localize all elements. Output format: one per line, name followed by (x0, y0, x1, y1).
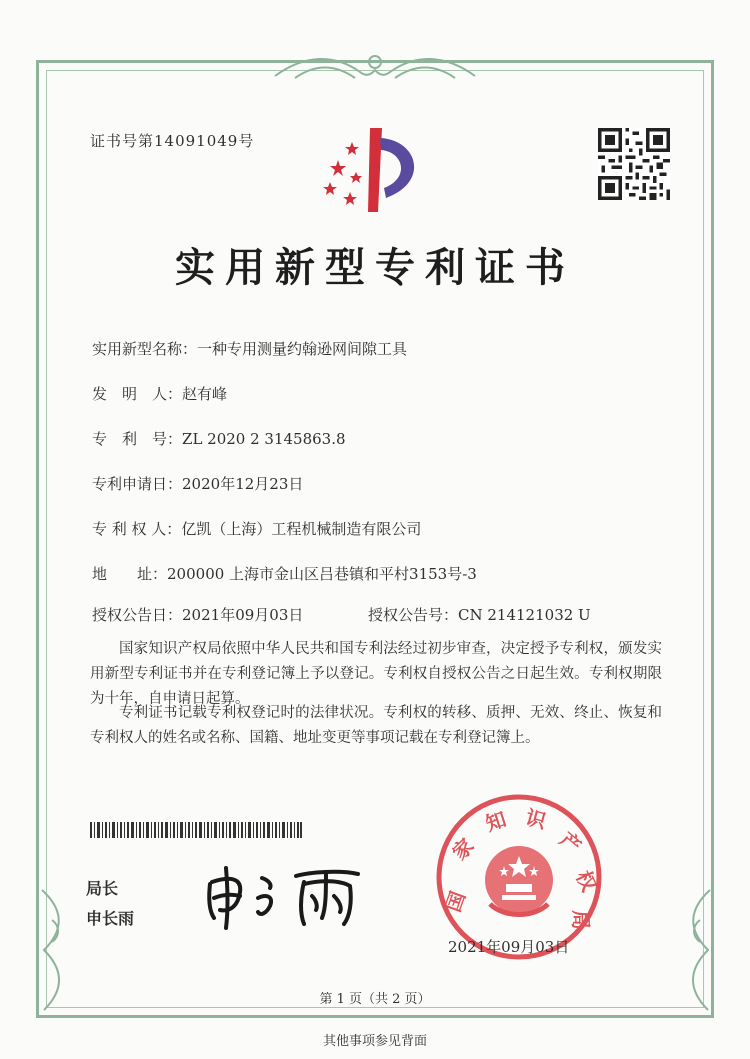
inventor-label: 发 明 人： (92, 385, 183, 403)
svg-text:权: 权 (571, 866, 602, 896)
address-row (92, 563, 477, 584)
patent-number-value: ZL 2020 2 3145863.8 (182, 430, 346, 448)
utility-model-name-row (92, 338, 407, 359)
svg-text:产: 产 (555, 827, 586, 859)
patentee-value: 亿凯（上海）工程机械制造有限公司 (181, 520, 422, 538)
certificate-title: 实用新型专利证书 (175, 244, 575, 291)
qr-code-icon (598, 128, 670, 200)
seal-date: 2021年09月03日 (448, 938, 570, 956)
signatory-name: 申长雨 (86, 909, 135, 928)
certificate-number: 证书号第14091049号 (90, 132, 255, 150)
filing-date-value: 2020年12月23日 (182, 475, 304, 493)
address-label: 地 址： (92, 565, 168, 583)
patentee-label: 专 利 权 人： (92, 520, 182, 538)
svg-text:识: 识 (523, 805, 549, 834)
signatory-role: 局长 (86, 879, 119, 898)
svg-text:知: 知 (482, 806, 510, 836)
grant-statement-paragraph: 国家知识产权局依照中华人民共和国专利法经过初步审查，决定授予专利权，颁发实用新型专利证书并在专利登记簿上予以登记。专利权自授权公告之日起生效。专利权期限为十年，自申请日起算。 (90, 641, 662, 707)
footer-note: 其他事项参见背面 (322, 1034, 427, 1049)
patentee-row (92, 518, 421, 539)
grant-number-label: 授权公告号： (368, 606, 459, 624)
filing-date-label: 专利申请日： (92, 475, 183, 493)
utility-model-name-value: 一种专用测量约翰逊网间隙工具 (197, 340, 408, 358)
handwritten-signature (200, 862, 370, 932)
svg-text:国: 国 (440, 888, 471, 916)
grant-date-label: 授权公告日： (92, 606, 183, 624)
inventor-row (92, 383, 227, 404)
cnipa-logo-icon (318, 120, 428, 220)
address-value: 200000 上海市金山区吕巷镇和平村3153号-3 (167, 565, 477, 583)
inventor-value: 赵有峰 (182, 385, 228, 403)
svg-text:家: 家 (447, 833, 479, 865)
page-number: 第 1 页（共 2 页） (319, 992, 431, 1007)
grant-number-row (368, 604, 591, 625)
legal-status-paragraph: 专利证书记载专利权登记时的法律状况。专利权的转移、质押、无效、终止、恢复和专利权人的姓名或名称、国籍、地址变更等事项记载在专利登记簿上。 (90, 705, 662, 746)
filing-date-row (92, 473, 303, 494)
grant-date-value: 2021年09月03日 (182, 606, 304, 624)
grant-date-row (92, 604, 303, 625)
top-ornament (265, 50, 485, 86)
barcode-icon (90, 822, 302, 838)
patent-number-row (92, 428, 346, 449)
svg-text:局: 局 (569, 910, 593, 930)
patent-number-label: 专 利 号： (92, 430, 183, 448)
grant-number-value: CN 214121032 U (458, 606, 591, 624)
utility-model-name-label: 实用新型名称： (92, 340, 198, 358)
